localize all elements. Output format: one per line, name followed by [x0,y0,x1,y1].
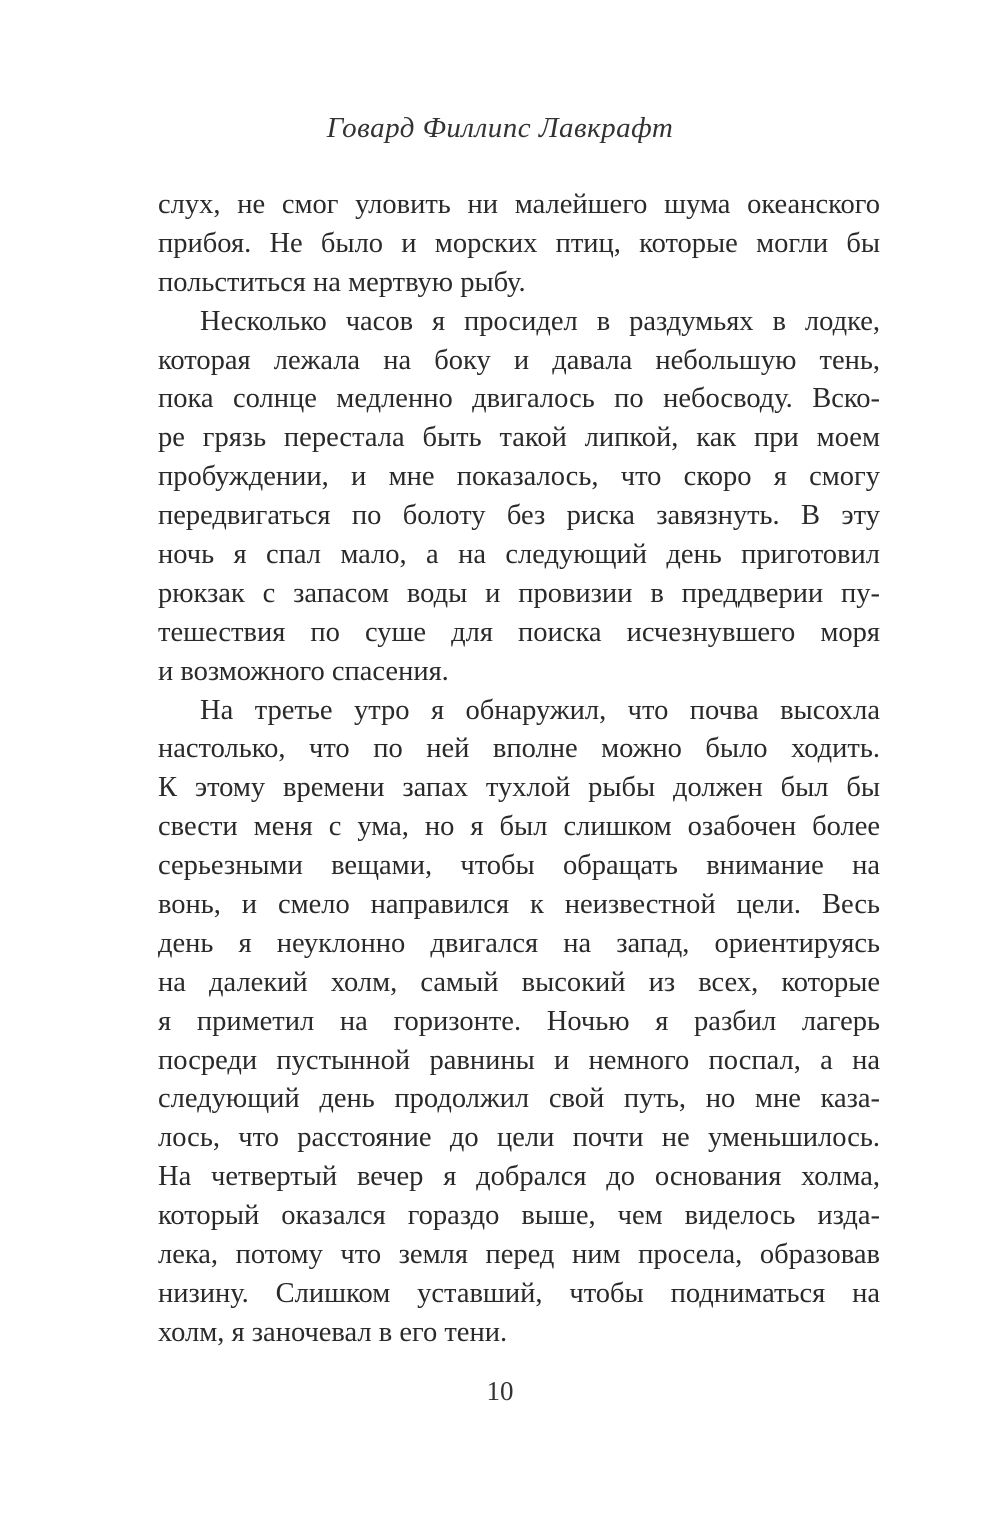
text-line: лека, потому что земля перед ним просела, образовав [158,1239,880,1271]
text-line: который оказался гораздо выше, чем виделось изда- [158,1200,880,1232]
running-header-author: Говард Филлипс Лавкрафт [326,112,674,144]
text-line: на далекий холм, самый высокий из всех, которые [158,966,880,998]
text-line: посреди пустынной равнины и немного поспал, а на [158,1044,880,1076]
text-line: следующий день продолжил свой путь, но мне каза- [158,1083,880,1115]
text-line: я приметил на горизонте. Ночью я разбил лагерь [158,1005,880,1037]
text-line: слух, не смог уловить ни малейшего шума океанского [158,189,880,220]
text-line: холм, я заночевал в его тени. [158,1316,508,1348]
text-line: пока солнце медленно двигалось по небосводу. Вско- [158,383,880,415]
text-line: ночь я спал мало, а на следующий день приготовил [158,539,880,571]
text-line: день я неуклонно двигался на запад, ориентируясь [158,927,880,959]
text-line: На четвертый вечер я добрался до основания холма, [158,1161,880,1193]
text-line: низину. Слишком уставший, чтобы подниматься на [158,1277,880,1309]
text-line: которая лежала на боку и давала небольшую тень, [158,344,880,376]
text-line: и возможного спасения. [158,655,449,687]
text-line: прибоя. Не было и морских птиц, которые могли бы [158,227,880,259]
text-line: На третье утро я обнаружил, что почва высохла [200,694,880,726]
text-line: Несколько часов я просидел в раздумьях в лодке, [200,305,880,337]
text-line: ре грязь перестала быть такой липкой, как при моем [158,422,880,454]
text-line: пробуждении, и мне показалось, что скоро я смогу [158,461,880,493]
text-line: польститься на мертвую рыбу. [158,266,526,298]
page-number: 10 [486,1376,514,1406]
text-line: лось, что расстояние до цели почти не уменьшилось. [158,1122,880,1154]
text-line: рюкзак с запасом воды и провизии в преддверии пу- [158,577,880,609]
body-text [158,186,880,1353]
text-line: серьезными вещами, чтобы обращать внимание на [158,850,880,882]
text-line: передвигаться по болоту без риска завязнуть. В эту [158,500,880,532]
text-line: свести меня с ума, но я был слишком озабочен более [158,811,880,843]
text-line: тешествия по суше для поиска исчезнувшего моря [158,616,880,648]
text-line: настолько, что по ней вполне можно было ходить. [158,733,880,765]
text-line: К этому времени запах тухлой рыбы должен был бы [158,772,880,804]
text-line: вонь, и смело направился к неизвестной цели. Весь [158,889,880,921]
